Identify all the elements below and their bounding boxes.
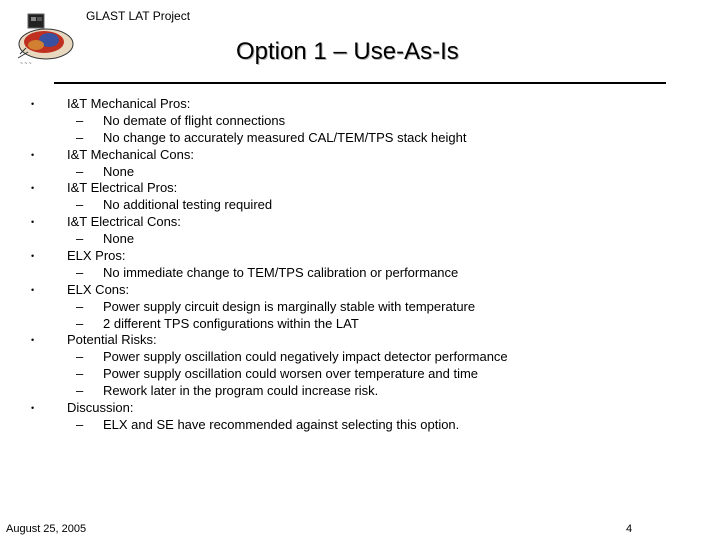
footer-page-number: 4 xyxy=(626,523,633,535)
dash-bullet-icon: – xyxy=(76,366,84,382)
sub-item-row xyxy=(0,349,720,366)
sub-item-text: No additional testing required xyxy=(103,197,273,213)
dash-bullet-icon: – xyxy=(76,112,84,128)
sub-item-row xyxy=(0,164,720,181)
sub-item-row xyxy=(0,130,720,147)
bullet-icon: • xyxy=(31,217,35,228)
slide-title: Option 1 – Use-As-Is xyxy=(236,38,459,65)
section-heading: I&T Mechanical Pros: xyxy=(67,96,191,111)
dash-bullet-icon: – xyxy=(76,315,84,331)
sub-item-row xyxy=(0,383,720,400)
sub-item-text: None xyxy=(103,231,135,247)
bullet-icon: • xyxy=(31,284,35,295)
section-heading: ELX Cons: xyxy=(67,281,130,297)
bullet-icon: • xyxy=(31,183,35,194)
dash-bullet-icon: – xyxy=(76,349,84,365)
sub-item-row xyxy=(0,299,720,316)
section-heading-row xyxy=(0,248,720,265)
sub-item-row xyxy=(0,417,720,434)
svg-text:~ ~ ~: ~ ~ ~ xyxy=(20,61,32,67)
section-heading-row xyxy=(0,332,720,349)
sub-item-text: None xyxy=(103,163,135,179)
section-heading: Potential Risks: xyxy=(67,332,157,348)
sub-item-text: No immediate change to TEM/TPS calibration or performance xyxy=(103,264,459,280)
section-heading: Discussion: xyxy=(67,400,134,416)
slide-content xyxy=(0,96,720,434)
sub-item-row xyxy=(0,316,720,333)
dash-bullet-icon: – xyxy=(76,416,84,432)
section-heading: ELX Pros: xyxy=(67,248,126,264)
section-heading-row xyxy=(0,147,720,164)
bullet-icon: • xyxy=(31,403,35,414)
bullet-icon: • xyxy=(31,99,35,109)
dash-bullet-icon: – xyxy=(76,163,84,179)
bullet-icon: • xyxy=(31,149,35,160)
sub-item-row xyxy=(0,366,720,383)
sub-item-text: No change to accurately measured CAL/TEM/TPS stack height xyxy=(103,129,467,145)
sub-item-text: Power supply oscillation could negatively impact detector performance xyxy=(103,349,508,365)
sub-item-text: ELX and SE have recommended against selecting this option. xyxy=(103,416,460,432)
dash-bullet-icon: – xyxy=(76,197,84,213)
dash-bullet-icon: – xyxy=(76,383,84,399)
sub-item-text: Power supply circuit design is marginally stable with temperature xyxy=(103,298,476,314)
title-divider xyxy=(54,82,666,84)
sub-item-row xyxy=(0,265,720,282)
sub-item-text: Rework later in the program could increase risk. xyxy=(103,383,379,399)
dash-bullet-icon: – xyxy=(76,264,84,280)
dash-bullet-icon: – xyxy=(76,298,84,314)
sub-item-row xyxy=(0,231,720,248)
section-heading-row xyxy=(0,400,720,417)
bullet-icon: • xyxy=(31,251,35,262)
header-project-title: GLAST LAT Project xyxy=(86,9,191,23)
sub-item-text: 2 different TPS configurations within the LAT xyxy=(103,315,359,331)
section-heading-row xyxy=(0,180,720,197)
sub-item-row xyxy=(0,113,720,130)
bullet-icon: • xyxy=(31,335,35,346)
dash-bullet-icon: – xyxy=(76,231,84,247)
section-heading-row xyxy=(0,96,720,113)
section-heading: I&T Mechanical Cons: xyxy=(67,146,194,162)
sub-item-text: Power supply oscillation could worsen over temperature and time xyxy=(103,366,479,382)
footer-date: August 25, 2005 xyxy=(6,523,87,535)
section-heading-row xyxy=(0,214,720,231)
dash-bullet-icon: – xyxy=(76,129,84,145)
sub-item-row xyxy=(0,197,720,214)
section-heading: I&T Electrical Pros: xyxy=(67,180,178,196)
section-heading: I&T Electrical Cons: xyxy=(67,214,181,230)
section-heading-row xyxy=(0,282,720,299)
glast-lat-logo-icon xyxy=(16,12,76,68)
sub-item-text: No demate of flight connections xyxy=(103,112,286,128)
